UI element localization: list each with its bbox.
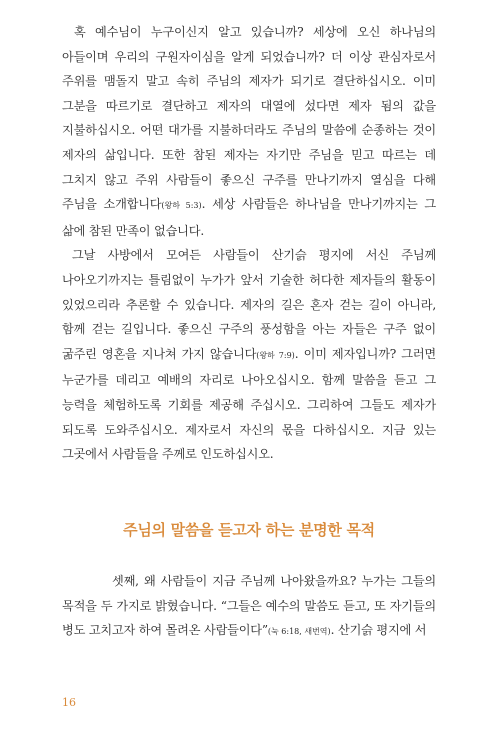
paragraph-text: 셋째, 왜 사람들이 지금 주님께 나아왔을까요? 누가는 그들의 목적을 두 가지로 밝혔습니다. “그들은 예수의 말씀도 듣고, 또 자기들의 병도 고치고자 하여 몰려온 사람들이다” (62, 574, 436, 638)
scripture-reference: (왕하 7:9) (256, 350, 295, 360)
paragraph-text: . 세상 사람들은 하나님을 만나기까지는 그 삶에 참된 만족이 없습니다. (62, 197, 436, 238)
section-1 (62, 20, 436, 467)
paragraph-text: 그날 사방에서 모여든 사람들이 산기슭 평지에 서신 주님께 나아오기까지는 틀림없이 누가가 앞서 기술한 허다한 제자들의 활동이 있었으리라 추론할 수 있습니다. 제자의 길은 혼자 걷는 길이 아니라, 함께 걷는 길입니다. 좋으신 구주의 풍성함을 아는 자들은 구주 없이 굶주린 영혼을 지나쳐 가지 않습니다 (62, 248, 436, 361)
scripture-reference: (눅 6:18, 새번역) (267, 627, 331, 637)
section-2 (62, 569, 436, 645)
section-heading: 주님의 말씀을 듣고자 하는 분명한 목적 (123, 521, 375, 539)
paragraph-text: 혹 예수님이 누구이신지 알고 있습니까? 세상에 오신 하나님의 아들이며 우리의 구원자이심을 알게 되었습니까? 더 이상 관심자로서 주위를 맴돌지 말고 속히 주님의 제자가 되기로 결단하십시오. 이미 그분을 따르기로 결단하고 제자의 대열에 섰다면 제자 됨의 값을 지불하십시오. 어떤 대가를 지불하더라도 주님의 말씀에 순종하는 것이 제자의 삶입니다. 또한 참된 제자는 자기만 주님을 믿고 따르는 데 그치지 않고 주위 사람들이 좋으신 구주를 만나기까지 열심을 다해 주님을 소개합니다 (62, 25, 436, 212)
body-paragraph-3 (62, 569, 436, 645)
paragraph-text: . 산기슭 평지에 서 (330, 623, 427, 638)
body-paragraph-1 (62, 20, 436, 243)
paragraph-text: . 이미 제자입니까? 그러면 누군가를 데리고 예배의 자리로 나아오십시오. 함께 말씀을 듣고 그 능력을 체험하도록 기회를 제공해 주십시오. 그리하여 그들도 제자가 되도록 도와주십시오. 제자로서 자신의 몫을 다하십시오. 지금 있는 그곳에서 사람들을 주께로 인도하십시오. (62, 346, 436, 462)
scripture-reference: (왕하 5:3) (161, 201, 202, 211)
body-paragraph-2 (62, 243, 436, 466)
page-number: 16 (62, 696, 76, 709)
